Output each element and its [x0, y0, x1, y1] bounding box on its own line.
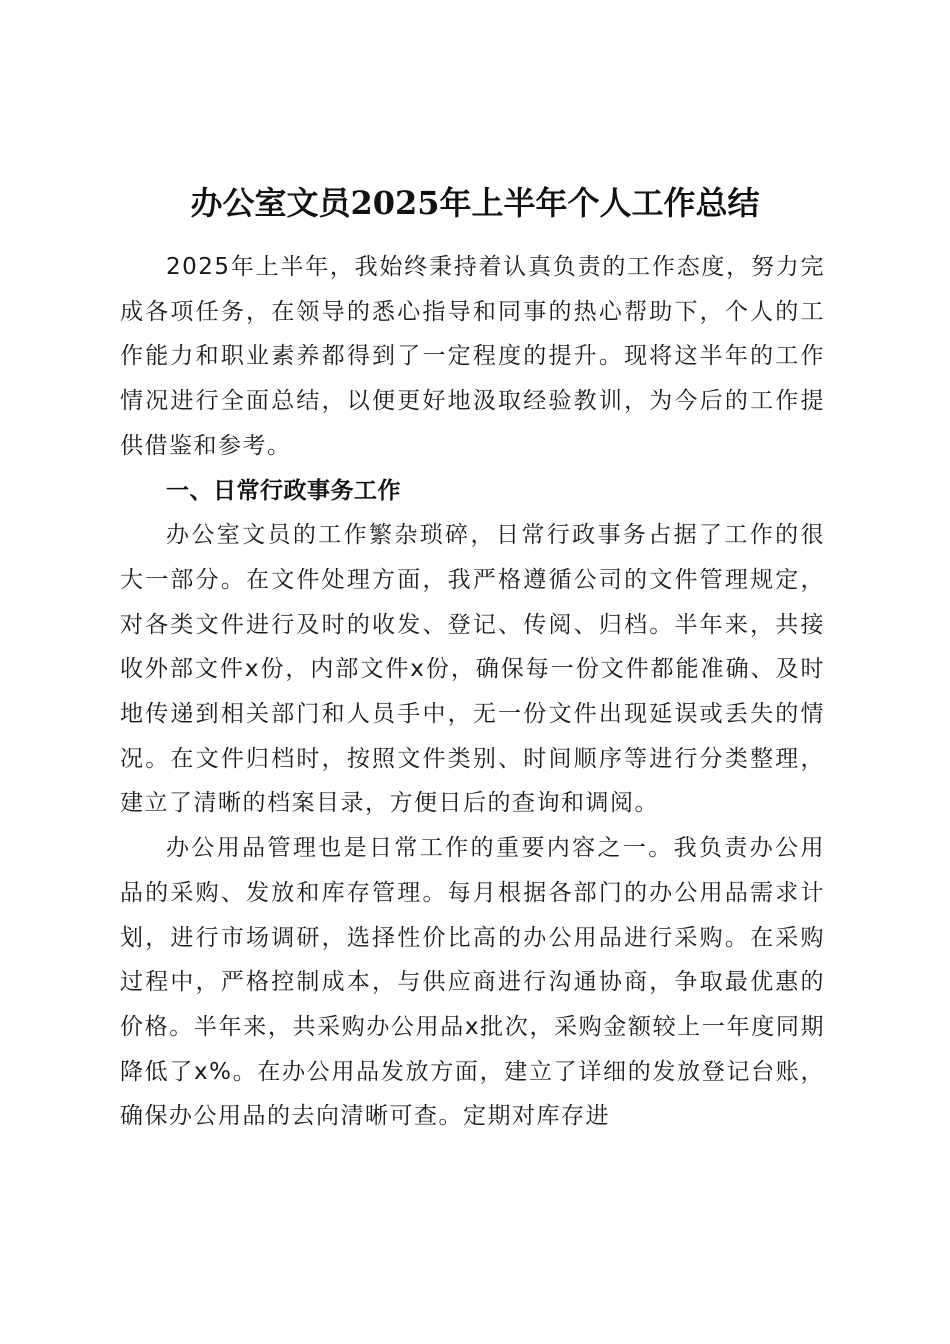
document-handling-paragraph: 办公室文员的工作繁杂琐碎，日常行政事务占据了工作的很大一部分。在文件处理方面，我严格遵循公司的文件管理规定，对各类文件进行及时的收发、登记、传阅、归档。半年来，共接收外部文件x份，内部文件x份，确保每一份文件都能准确、及时地传递到相关部门和人员手中，无一份文件出现延误或丢失的情况。在文件归档时，按照文件类别、时间顺序等进行分类整理，建立了清晰的档案目录，方便日后的查询和调阅。 [120, 522, 825, 817]
document-body [120, 245, 825, 1139]
intro-paragraph: 2025年上半年，我始终秉持着认真负责的工作态度，努力完成各项任务，在领导的悉心指导和同事的热心帮助下，个人的工作能力和职业素养都得到了一定程度的提升。现将这半年的工作情况进行全面总结，以便更好地汲取经验教训，为今后的工作提供借鉴和参考。 [120, 254, 825, 459]
office-supplies-paragraph: 办公用品管理也是日常工作的重要内容之一。我负责办公用品的采购、发放和库存管理。每月根据各部门的办公用品需求计划，进行市场调研，选择性价比高的办公用品进行采购。在采购过程中，严格控制成本，与供应商进行沟通协商，争取最优惠的价格。半年来，共采购办公用品x批次，采购金额较上一年度同期降低了x%。在办公用品发放方面，建立了详细的发放登记台账，确保办公用品的去向清晰可查。定期对库存进 [120, 835, 825, 1130]
section-heading-daily-admin: 一、日常行政事务工作 [166, 477, 401, 504]
document-title: 办公室文员2025年上半年个人工作总结 [190, 184, 760, 222]
